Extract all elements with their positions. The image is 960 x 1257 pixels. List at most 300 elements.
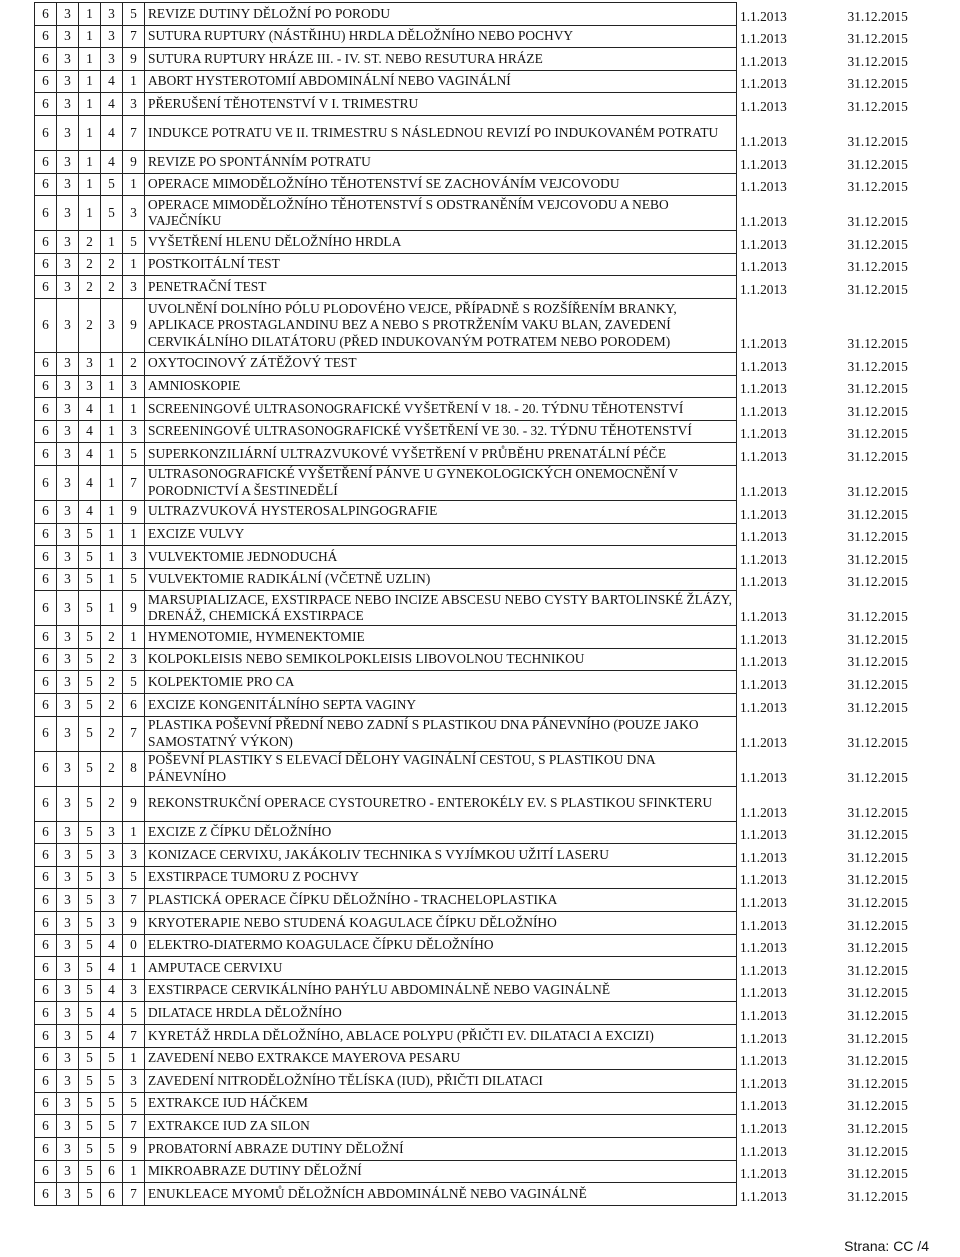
table-row <box>35 115 955 150</box>
table-row <box>35 420 955 443</box>
code-digit-3: 5 <box>79 821 101 844</box>
valid-to-date: 31.12.2015 <box>847 574 908 590</box>
procedure-description: SCREENINGOVÉ ULTRASONOGRAFICKÉ VYŠETŘENÍ V 18. - 20. TÝDNU TĚHOTENSTVÍ <box>145 398 737 421</box>
valid-to-date: 31.12.2015 <box>847 677 908 693</box>
table-row <box>35 1115 955 1138</box>
code-digit-1: 6 <box>35 568 57 591</box>
valid-to-date: 31.12.2015 <box>847 179 908 195</box>
valid-from-date: 1.1.2013 <box>740 1053 787 1069</box>
code-digit-2: 3 <box>57 173 79 196</box>
code-digit-3: 5 <box>79 1137 101 1160</box>
code-digit-1: 6 <box>35 352 57 375</box>
valid-to-date: 31.12.2015 <box>847 133 908 149</box>
procedure-description: ENUKLEACE MYOMŮ DĚLOŽNÍCH ABDOMINÁLNĚ NEBO VAGINÁLNĚ <box>145 1183 737 1206</box>
code-digit-5: 3 <box>123 276 145 299</box>
code-digit-1: 6 <box>35 979 57 1002</box>
table-row <box>35 671 955 694</box>
table-row <box>35 751 955 786</box>
code-digit-5: 3 <box>123 196 145 231</box>
code-digit-5: 9 <box>123 150 145 173</box>
code-digit-4: 3 <box>101 298 123 352</box>
code-digit-5: 8 <box>123 751 145 786</box>
valid-to-date: 31.12.2015 <box>847 335 908 351</box>
code-digit-4: 5 <box>101 173 123 196</box>
table-row <box>35 1025 955 1048</box>
procedure-description: EXSTIRPACE CERVIKÁLNÍHO PAHÝLU ABDOMINÁLNĚ NEBO VAGINÁLNĚ <box>145 979 737 1002</box>
procedure-description: EXTRAKCE IUD HÁČKEM <box>145 1092 737 1115</box>
code-digit-3: 1 <box>79 25 101 48</box>
code-digit-2: 3 <box>57 889 79 912</box>
valid-from-date: 1.1.2013 <box>740 335 787 351</box>
table-row <box>35 979 955 1002</box>
procedure-description: INDUKCE POTRATU VE II. TRIMESTRU S NÁSLEDNOU REVIZÍ PO INDUKOVANÉM POTRATU <box>145 115 737 150</box>
valid-to-date: 31.12.2015 <box>847 426 908 442</box>
code-digit-3: 1 <box>79 3 101 26</box>
valid-from-date: 1.1.2013 <box>740 574 787 590</box>
code-digit-4: 2 <box>101 716 123 751</box>
code-digit-3: 5 <box>79 912 101 935</box>
code-digit-4: 4 <box>101 957 123 980</box>
procedure-description: KONIZACE CERVIXU, JAKÁKOLIV TECHNIKA S VYJÍMKOU UŽITÍ LASERU <box>145 844 737 867</box>
code-digit-4: 1 <box>101 443 123 466</box>
code-digit-1: 6 <box>35 1070 57 1093</box>
valid-from-date: 1.1.2013 <box>740 403 787 419</box>
valid-from-date: 1.1.2013 <box>740 769 787 785</box>
table-row <box>35 1092 955 1115</box>
code-digit-4: 5 <box>101 196 123 231</box>
code-digit-3: 5 <box>79 957 101 980</box>
code-digit-4: 4 <box>101 70 123 93</box>
code-digit-4: 1 <box>101 546 123 569</box>
valid-from-date: 1.1.2013 <box>740 849 787 865</box>
valid-to-date: 31.12.2015 <box>847 31 908 47</box>
code-digit-4: 4 <box>101 1025 123 1048</box>
valid-from-date: 1.1.2013 <box>740 448 787 464</box>
code-digit-5: 5 <box>123 443 145 466</box>
code-digit-5: 1 <box>123 70 145 93</box>
valid-to-date: 31.12.2015 <box>847 872 908 888</box>
code-digit-5: 3 <box>123 648 145 671</box>
table-row <box>35 231 955 254</box>
code-digit-2: 3 <box>57 500 79 523</box>
procedure-description: REVIZE DUTINY DĚLOŽNÍ PO PORODU <box>145 3 737 26</box>
code-digit-5: 1 <box>123 626 145 649</box>
code-digit-3: 1 <box>79 93 101 116</box>
code-digit-4: 4 <box>101 93 123 116</box>
table-row <box>35 443 955 466</box>
code-digit-1: 6 <box>35 546 57 569</box>
valid-to-date: 31.12.2015 <box>847 214 908 230</box>
valid-to-date: 31.12.2015 <box>847 962 908 978</box>
valid-from-date: 1.1.2013 <box>740 31 787 47</box>
procedure-description: MIKROABRAZE DUTINY DĚLOŽNÍ <box>145 1160 737 1183</box>
code-digit-4: 4 <box>101 115 123 150</box>
valid-from-date: 1.1.2013 <box>740 609 787 625</box>
code-digit-3: 5 <box>79 1115 101 1138</box>
valid-to-date: 31.12.2015 <box>847 699 908 715</box>
valid-to-date: 31.12.2015 <box>847 734 908 750</box>
table-row <box>35 889 955 912</box>
code-digit-3: 5 <box>79 1025 101 1048</box>
code-digit-2: 3 <box>57 298 79 352</box>
valid-to-date: 31.12.2015 <box>847 1188 908 1204</box>
valid-from-date: 1.1.2013 <box>740 654 787 670</box>
code-digit-5: 7 <box>123 25 145 48</box>
valid-to-date: 31.12.2015 <box>847 827 908 843</box>
code-digit-1: 6 <box>35 420 57 443</box>
code-digit-4: 6 <box>101 1183 123 1206</box>
procedure-description: ULTRASONOGRAFICKÉ VYŠETŘENÍ PÁNVE U GYNEKOLOGICKÝCH ONEMOCNĚNÍ V PORODNICTVÍ A ŠESTINEDĚLÍ <box>145 465 737 500</box>
code-digit-1: 6 <box>35 375 57 398</box>
code-digit-3: 4 <box>79 398 101 421</box>
code-digit-1: 6 <box>35 912 57 935</box>
valid-to-date: 31.12.2015 <box>847 448 908 464</box>
code-digit-3: 1 <box>79 150 101 173</box>
code-digit-3: 5 <box>79 1047 101 1070</box>
table-row <box>35 821 955 844</box>
code-digit-1: 6 <box>35 716 57 751</box>
valid-from-date: 1.1.2013 <box>740 381 787 397</box>
valid-from-date: 1.1.2013 <box>740 734 787 750</box>
valid-to-date: 31.12.2015 <box>847 654 908 670</box>
code-digit-3: 5 <box>79 716 101 751</box>
code-digit-4: 2 <box>101 253 123 276</box>
code-digit-2: 3 <box>57 398 79 421</box>
code-digit-3: 5 <box>79 626 101 649</box>
code-digit-1: 6 <box>35 150 57 173</box>
code-digit-2: 3 <box>57 568 79 591</box>
table-row <box>35 1070 955 1093</box>
code-digit-3: 5 <box>79 1002 101 1025</box>
code-digit-2: 3 <box>57 1025 79 1048</box>
table-row <box>35 1047 955 1070</box>
code-digit-2: 3 <box>57 3 79 26</box>
procedure-description: KRYOTERAPIE NEBO STUDENÁ KOAGULACE ČÍPKU DĚLOŽNÍHO <box>145 912 737 935</box>
procedure-description: REKONSTRUKČNÍ OPERACE CYSTOURETRO - ENTEROKÉLY EV. S PLASTIKOU SFINKTERU <box>145 786 737 821</box>
procedure-description: VYŠETŘENÍ HLENU DĚLOŽNÍHO HRDLA <box>145 231 737 254</box>
valid-from-date: 1.1.2013 <box>740 804 787 820</box>
procedure-description: VULVEKTOMIE RADIKÁLNÍ (VČETNĚ UZLIN) <box>145 568 737 591</box>
code-digit-2: 3 <box>57 1070 79 1093</box>
code-digit-5: 3 <box>123 979 145 1002</box>
code-digit-4: 5 <box>101 1047 123 1070</box>
table-row <box>35 1002 955 1025</box>
table-row <box>35 70 955 93</box>
code-digit-4: 3 <box>101 912 123 935</box>
table-row <box>35 844 955 867</box>
code-digit-3: 3 <box>79 375 101 398</box>
valid-to-date: 31.12.2015 <box>847 804 908 820</box>
code-digit-5: 5 <box>123 1002 145 1025</box>
valid-from-date: 1.1.2013 <box>740 699 787 715</box>
code-digit-4: 6 <box>101 1160 123 1183</box>
valid-from-date: 1.1.2013 <box>740 8 787 24</box>
valid-to-date: 31.12.2015 <box>847 769 908 785</box>
table-row <box>35 591 955 626</box>
code-digit-4: 3 <box>101 866 123 889</box>
procedure-description: UVOLNĚNÍ DOLNÍHO PÓLU PLODOVÉHO VEJCE, PŘÍPADNĚ S ROZŠÍŘENÍM BRANKY, APLIKACE PROSTAGLANDINU BEZ A NEBO S PROTRŽENÍM VAKU BLAN, ZAVEDENÍ CERVIKÁLNÍHO DILATÁTORU (PŘED INDUKOVANÝM POTRATEM NEBO PORODEM) <box>145 298 737 352</box>
code-digit-2: 3 <box>57 591 79 626</box>
code-digit-3: 5 <box>79 751 101 786</box>
code-digit-1: 6 <box>35 1002 57 1025</box>
procedure-description: KOLPEKTOMIE PRO CA <box>145 671 737 694</box>
table-row <box>35 48 955 71</box>
code-digit-1: 6 <box>35 443 57 466</box>
procedure-description: EXCIZE Z ČÍPKU DĚLOŽNÍHO <box>145 821 737 844</box>
valid-from-date: 1.1.2013 <box>740 483 787 499</box>
table-row <box>35 173 955 196</box>
code-digit-5: 1 <box>123 253 145 276</box>
valid-to-date: 31.12.2015 <box>847 1166 908 1182</box>
valid-from-date: 1.1.2013 <box>740 529 787 545</box>
code-digit-1: 6 <box>35 253 57 276</box>
code-digit-5: 9 <box>123 298 145 352</box>
procedure-description: EXTRAKCE IUD ZA SILON <box>145 1115 737 1138</box>
valid-from-date: 1.1.2013 <box>740 1120 787 1136</box>
table-row <box>35 648 955 671</box>
code-digit-3: 4 <box>79 420 101 443</box>
table-row <box>35 150 955 173</box>
valid-to-date: 31.12.2015 <box>847 1030 908 1046</box>
code-digit-5: 1 <box>123 821 145 844</box>
valid-from-date: 1.1.2013 <box>740 133 787 149</box>
code-digit-3: 5 <box>79 1092 101 1115</box>
code-digit-1: 6 <box>35 934 57 957</box>
code-digit-5: 3 <box>123 93 145 116</box>
table-row <box>35 398 955 421</box>
code-digit-2: 3 <box>57 420 79 443</box>
code-digit-5: 9 <box>123 786 145 821</box>
valid-from-date: 1.1.2013 <box>740 156 787 172</box>
code-digit-4: 2 <box>101 648 123 671</box>
code-digit-1: 6 <box>35 25 57 48</box>
valid-from-date: 1.1.2013 <box>740 1143 787 1159</box>
procedure-description: VULVEKTOMIE JEDNODUCHÁ <box>145 546 737 569</box>
valid-from-date: 1.1.2013 <box>740 281 787 297</box>
code-digit-1: 6 <box>35 231 57 254</box>
valid-from-date: 1.1.2013 <box>740 1098 787 1114</box>
valid-to-date: 31.12.2015 <box>847 631 908 647</box>
procedure-description: AMPUTACE CERVIXU <box>145 957 737 980</box>
valid-from-date: 1.1.2013 <box>740 179 787 195</box>
code-digit-4: 2 <box>101 276 123 299</box>
code-digit-3: 1 <box>79 196 101 231</box>
page-footer: Strana: CC /4 <box>844 1238 929 1254</box>
code-digit-3: 5 <box>79 934 101 957</box>
code-digit-3: 2 <box>79 276 101 299</box>
code-digit-3: 5 <box>79 889 101 912</box>
code-digit-4: 3 <box>101 889 123 912</box>
valid-from-date: 1.1.2013 <box>740 1166 787 1182</box>
valid-to-date: 31.12.2015 <box>847 236 908 252</box>
code-digit-5: 7 <box>123 1183 145 1206</box>
code-digit-5: 3 <box>123 420 145 443</box>
code-digit-1: 6 <box>35 465 57 500</box>
valid-from-date: 1.1.2013 <box>740 872 787 888</box>
table-row <box>35 523 955 546</box>
code-digit-2: 3 <box>57 25 79 48</box>
code-digit-1: 6 <box>35 398 57 421</box>
code-digit-4: 2 <box>101 694 123 717</box>
valid-from-date: 1.1.2013 <box>740 940 787 956</box>
code-digit-4: 5 <box>101 1092 123 1115</box>
valid-from-date: 1.1.2013 <box>740 551 787 567</box>
code-digit-1: 6 <box>35 889 57 912</box>
procedure-description: REVIZE PO SPONTÁNNÍM POTRATU <box>145 150 737 173</box>
procedure-description: PENETRAČNÍ TEST <box>145 276 737 299</box>
procedure-description: HYMENOTOMIE, HYMENEKTOMIE <box>145 626 737 649</box>
code-digit-3: 5 <box>79 1070 101 1093</box>
code-digit-4: 1 <box>101 500 123 523</box>
valid-to-date: 31.12.2015 <box>847 358 908 374</box>
valid-to-date: 31.12.2015 <box>847 8 908 24</box>
code-digit-1: 6 <box>35 866 57 889</box>
valid-from-date: 1.1.2013 <box>740 1030 787 1046</box>
table-row <box>35 500 955 523</box>
procedure-description: EXCIZE VULVY <box>145 523 737 546</box>
code-digit-3: 4 <box>79 500 101 523</box>
procedure-description: PLASTIKA POŠEVNÍ PŘEDNÍ NEBO ZADNÍ S PLASTIKOU DNA PÁNEVNÍHO (POUZE JAKO SAMOSTATNÝ VÝKON) <box>145 716 737 751</box>
valid-to-date: 31.12.2015 <box>847 53 908 69</box>
code-digit-1: 6 <box>35 173 57 196</box>
code-digit-4: 1 <box>101 231 123 254</box>
code-digit-1: 6 <box>35 671 57 694</box>
code-digit-1: 6 <box>35 844 57 867</box>
procedure-description: ZAVEDENÍ NEBO EXTRAKCE MAYEROVA PESARU <box>145 1047 737 1070</box>
procedure-description: POŠEVNÍ PLASTIKY S ELEVACÍ DĚLOHY VAGINÁLNÍ CESTOU, S PLASTIKOU DNA PÁNEVNÍHO <box>145 751 737 786</box>
code-digit-4: 2 <box>101 626 123 649</box>
table-row <box>35 352 955 375</box>
code-digit-3: 4 <box>79 465 101 500</box>
code-digit-5: 9 <box>123 591 145 626</box>
code-digit-4: 1 <box>101 591 123 626</box>
valid-to-date: 31.12.2015 <box>847 1075 908 1091</box>
code-digit-1: 6 <box>35 1047 57 1070</box>
code-digit-3: 5 <box>79 591 101 626</box>
code-digit-5: 7 <box>123 465 145 500</box>
code-digit-5: 1 <box>123 957 145 980</box>
valid-to-date: 31.12.2015 <box>847 940 908 956</box>
code-digit-3: 1 <box>79 115 101 150</box>
code-digit-2: 3 <box>57 465 79 500</box>
code-digit-1: 6 <box>35 3 57 26</box>
code-digit-1: 6 <box>35 93 57 116</box>
code-digit-5: 1 <box>123 1160 145 1183</box>
valid-from-date: 1.1.2013 <box>740 1075 787 1091</box>
code-digit-2: 3 <box>57 751 79 786</box>
code-digit-1: 6 <box>35 500 57 523</box>
code-digit-1: 6 <box>35 1160 57 1183</box>
code-digit-3: 5 <box>79 1160 101 1183</box>
code-digit-2: 3 <box>57 1183 79 1206</box>
code-digit-4: 4 <box>101 934 123 957</box>
procedure-description: OXYTOCINOVÝ ZÁTĚŽOVÝ TEST <box>145 352 737 375</box>
code-digit-2: 3 <box>57 671 79 694</box>
code-digit-2: 3 <box>57 844 79 867</box>
code-digit-4: 4 <box>101 979 123 1002</box>
code-digit-5: 0 <box>123 934 145 957</box>
valid-from-date: 1.1.2013 <box>740 962 787 978</box>
code-digit-4: 3 <box>101 844 123 867</box>
valid-from-date: 1.1.2013 <box>740 677 787 693</box>
table-row <box>35 3 955 26</box>
code-digit-4: 2 <box>101 751 123 786</box>
code-digit-2: 3 <box>57 1115 79 1138</box>
code-digit-3: 5 <box>79 844 101 867</box>
code-digit-4: 1 <box>101 568 123 591</box>
code-digit-3: 5 <box>79 786 101 821</box>
procedure-description: EXCIZE KONGENITÁLNÍHO SEPTA VAGINY <box>145 694 737 717</box>
code-digit-2: 3 <box>57 196 79 231</box>
code-digit-5: 9 <box>123 500 145 523</box>
code-digit-2: 3 <box>57 523 79 546</box>
code-digit-2: 3 <box>57 716 79 751</box>
code-digit-1: 6 <box>35 694 57 717</box>
code-digit-1: 6 <box>35 1115 57 1138</box>
valid-to-date: 31.12.2015 <box>847 1143 908 1159</box>
procedure-description: MARSUPIALIZACE, EXSTIRPACE NEBO INCIZE ABSCESU NEBO CYSTY BARTOLINSKÉ ŽLÁZY, DRENÁŽ, CHEMICKÁ EXSTIRPACE <box>145 591 737 626</box>
code-digit-5: 3 <box>123 546 145 569</box>
table-row <box>35 912 955 935</box>
valid-to-date: 31.12.2015 <box>847 506 908 522</box>
valid-to-date: 31.12.2015 <box>847 483 908 499</box>
code-digit-3: 2 <box>79 298 101 352</box>
code-digit-2: 3 <box>57 48 79 71</box>
code-digit-5: 6 <box>123 694 145 717</box>
code-digit-3: 5 <box>79 1183 101 1206</box>
code-digit-2: 3 <box>57 253 79 276</box>
valid-to-date: 31.12.2015 <box>847 551 908 567</box>
code-digit-3: 3 <box>79 352 101 375</box>
valid-from-date: 1.1.2013 <box>740 1008 787 1023</box>
code-digit-5: 9 <box>123 48 145 71</box>
code-digit-1: 6 <box>35 70 57 93</box>
code-digit-4: 3 <box>101 3 123 26</box>
code-digit-5: 7 <box>123 889 145 912</box>
table-row <box>35 196 955 231</box>
code-digit-2: 3 <box>57 115 79 150</box>
table-row <box>35 866 955 889</box>
code-digit-4: 1 <box>101 375 123 398</box>
code-digit-2: 3 <box>57 1047 79 1070</box>
valid-from-date: 1.1.2013 <box>740 426 787 442</box>
table-row <box>35 375 955 398</box>
code-digit-2: 3 <box>57 694 79 717</box>
code-digit-1: 6 <box>35 196 57 231</box>
code-digit-1: 6 <box>35 751 57 786</box>
code-digit-2: 3 <box>57 443 79 466</box>
code-digit-5: 9 <box>123 1137 145 1160</box>
table-row <box>35 716 955 751</box>
code-digit-1: 6 <box>35 523 57 546</box>
valid-to-date: 31.12.2015 <box>847 76 908 92</box>
valid-from-date: 1.1.2013 <box>740 1188 787 1204</box>
table-row <box>35 1183 955 1206</box>
code-digit-1: 6 <box>35 48 57 71</box>
valid-to-date: 31.12.2015 <box>847 1008 908 1023</box>
procedure-code-table <box>34 2 955 1206</box>
code-digit-4: 2 <box>101 786 123 821</box>
valid-from-date: 1.1.2013 <box>740 358 787 374</box>
procedure-description: DILATACE HRDLA DĚLOŽNÍHO <box>145 1002 737 1025</box>
code-digit-2: 3 <box>57 1002 79 1025</box>
code-digit-2: 3 <box>57 786 79 821</box>
code-digit-3: 1 <box>79 70 101 93</box>
procedure-description: SUPERKONZILIÁRNÍ ULTRAZVUKOVÉ VYŠETŘENÍ V PRŮBĚHU PRENATÁLNÍ PÉČE <box>145 443 737 466</box>
code-digit-5: 7 <box>123 115 145 150</box>
code-digit-3: 1 <box>79 173 101 196</box>
code-digit-4: 4 <box>101 150 123 173</box>
